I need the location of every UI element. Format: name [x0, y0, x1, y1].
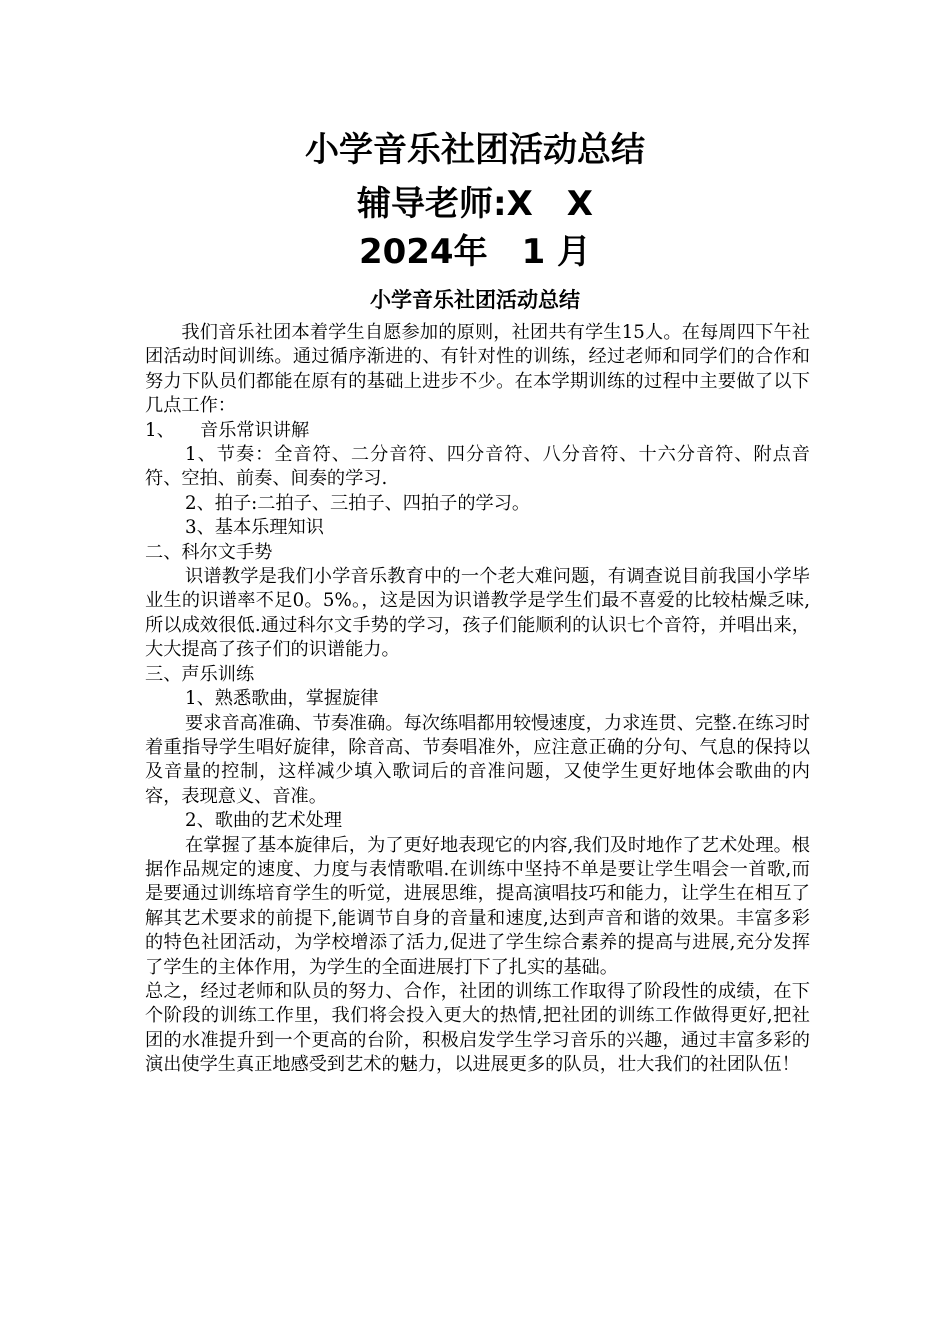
section-heading-3: 三、声乐训练: [145, 663, 255, 685]
conclusion-paragraph: 总之，经过老师和队员的努力、合作，社团的训练工作取得了阶段性的成绩，在下个阶段的训练工作里，我们将会投入更大的热情,把社团的训练工作做得更好,把社团的水准提升到一个更高的台阶，积极启发学生学习音乐的兴趣，通过丰富多彩的演出使学生真正地感受到艺术的魅力，以进展更多的队员，壮大我们的社团队伍！: [145, 980, 810, 1076]
s1-item-1: 1、节奏：全音符、二分音符、四分音符、八分音符、十六分音符、附点音符、空拍、前奏、间奏的学习.: [145, 444, 810, 490]
s1-item-3: 3、基本乐理知识: [185, 517, 324, 539]
section-1-title: 音乐常识讲解: [200, 419, 310, 441]
document-title: 小学音乐社团活动总结: [305, 130, 645, 170]
s2-paragraph: 识谱教学是我们小学音乐教育中的一个老大难问题，有调查说目前我国小学毕业生的识谱率不足0。5%。，这是因为识谱教学是学生们最不喜爱的比较枯燥乏味,所以成效很低.通过科尔文手势的学习，孩子们能顺利的认识七个音符，并唱出来，大大提高了孩子们的识谱能力。: [145, 566, 810, 661]
s3-item-2: 2、歌曲的艺术处理: [185, 810, 343, 832]
section-1-number: 1、: [145, 419, 175, 441]
s3-item-1: 1、熟悉歌曲，掌握旋律: [185, 688, 379, 710]
date-line: 2024年 1 月: [358, 232, 592, 272]
s1-item-2: 2、拍子:二拍子、三拍子、四拍子的学习。: [185, 492, 531, 514]
document-body: [145, 321, 810, 1078]
intro-paragraph: 我们音乐社团本着学生自愿参加的原则，社团共有学生15人。在每周四下午社团活动时间训练。通过循序渐进的、有针对性的训练，经过老师和同学们的合作和努力下队员们都能在原有的基础上进步不少。在本学期训练的过程中主要做了以下几点工作：: [145, 322, 810, 417]
section-heading-2: 二、科尔文手势: [145, 541, 273, 563]
s3-paragraph-2: 在掌握了基本旋律后，为了更好地表现它的内容,我们及时地作了艺术处理。根据作品规定的速度、力度与表情歌唱.在训练中坚持不单是要让学生唱会一首歌,而是要通过训练培育学生的听觉，进展思维，提高演唱技巧和能力，让学生在相互了解其艺术要求的前提下,能调节自身的音量和速度,达到声音和谐的效果。丰富多彩的特色社团活动，为学校增添了活力,促进了学生综合素养的提高与进展,充分发挥了学生的主体作用，为学生的全面进展打下了扎实的基础。: [145, 834, 810, 978]
section-heading-1: [145, 419, 810, 443]
s3-paragraph-1: 要求音高准确、节奏准确。每次练唱都用较慢速度，力求连贯、完整.在练习时着重指导学生唱好旋律，除音高、节奏唱准外，应注意正确的分句、气息的保持以及音量的控制，这样减少填入歌词后的音准问题，又使学生更好地体会歌曲的内容，表现意义、音准。: [145, 712, 810, 807]
teacher-line: 辅导老师:X X: [356, 184, 594, 224]
document-subtitle: 小学音乐社团活动总结: [370, 288, 580, 312]
